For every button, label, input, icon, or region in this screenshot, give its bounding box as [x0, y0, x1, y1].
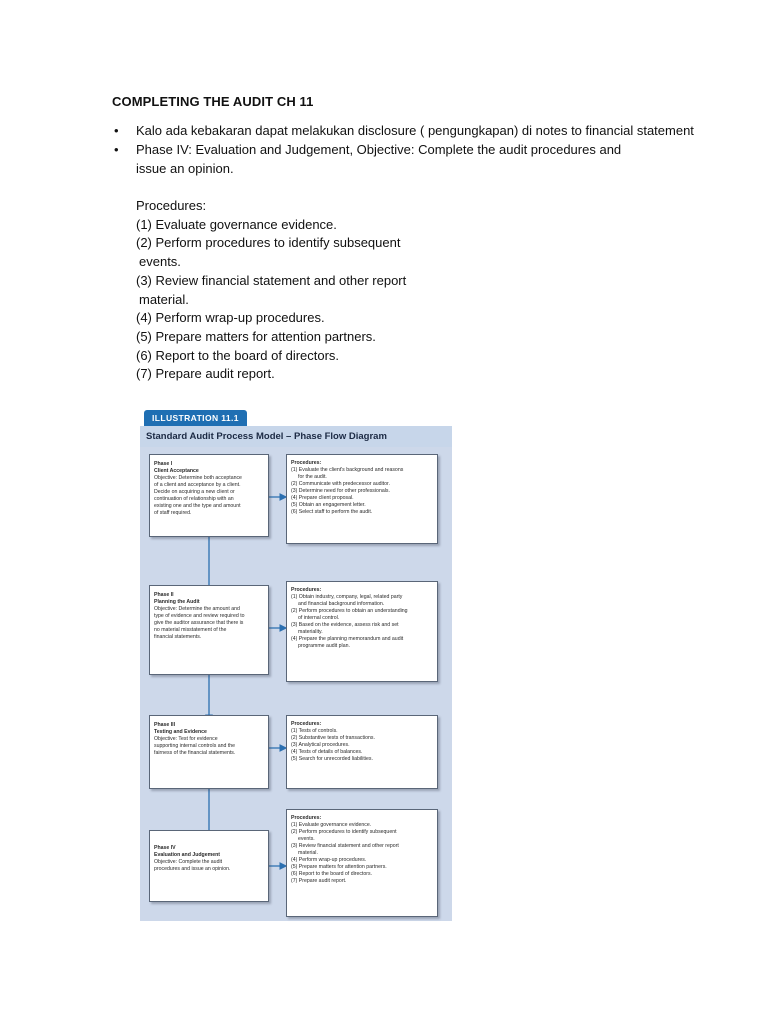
phase-objective-line: Objective: Complete the audit [154, 859, 223, 865]
procedure-line: material. [298, 850, 318, 856]
bullet-item [112, 140, 732, 178]
phase-objective-line: continuation of relationship with an [154, 496, 234, 502]
procedure-line: (6) Select staff to perform the audit. [291, 509, 373, 515]
phase-objective-line: Objective: Determine both acceptance [154, 475, 242, 481]
phase-objective-line: existing one and the type and amount [154, 503, 241, 509]
procedure-item: (4) Perform wrap-up procedures. [136, 310, 325, 326]
procedure-line: (5) Search for unrecorded liabilities. [291, 756, 373, 762]
phase-box [149, 715, 269, 789]
procedure-item: (1) Evaluate governance evidence. [136, 216, 337, 232]
phase-flow-diagram [140, 447, 452, 921]
phase-name: Planning the Audit [154, 599, 200, 605]
phase-objective-line: type of evidence and review required to [154, 613, 245, 619]
phase-objective-line: Objective: Test for evidence [154, 736, 218, 742]
procedure-line: (2) Communicate with predecessor auditor. [291, 481, 390, 487]
phase-objective-line: supporting internal controls and the [154, 743, 236, 749]
phase-objective-line: no material misstatement of the [154, 627, 227, 633]
procedure-line: (3) Based on the evidence, assess risk and set [291, 622, 399, 628]
procedures-box-heading: Procedures: [291, 587, 322, 593]
procedure-line: programme audit plan. [298, 643, 350, 649]
phase-objective-line: financial statements. [154, 634, 202, 640]
procedure-line: and financial background information. [298, 601, 385, 607]
procedure-line: for the audit. [298, 474, 327, 480]
phase-number: Phase IV [154, 845, 176, 851]
procedure-line: (4) Perform wrap-up procedures. [291, 857, 367, 863]
procedure-line: (3) Review financial statement and other report [291, 843, 399, 849]
phase-objective-line: fairness of the financial statements. [154, 750, 236, 756]
procedure-item: (7) Prepare audit report. [136, 366, 275, 382]
procedure-line: (1) Evaluate governance evidence. [291, 822, 372, 828]
procedures-box [286, 454, 438, 544]
bullet-text: Kalo ada kebakaran dapat melakukan disclosure ( pengungkapan) di notes to financial statement [136, 123, 694, 138]
procedure-line: events. [298, 836, 315, 842]
procedure-line: (2) Substantive tests of transactions. [291, 735, 375, 741]
phase-name: Evaluation and Judgement [154, 852, 221, 858]
procedures-box [286, 715, 438, 789]
procedure-line: of internal control. [298, 615, 340, 621]
phase-box [149, 454, 269, 537]
procedure-line: (3) Determine need for other professionals. [291, 488, 390, 494]
phase-objective-line: procedures and issue an opinion. [154, 866, 231, 872]
procedure-line: (2) Perform procedures to obtain an understanding [291, 608, 408, 614]
bullet-list [112, 121, 732, 178]
procedure-line: (5) Prepare matters for attention partners. [291, 864, 387, 870]
procedure-line: (4) Prepare client proposal. [291, 495, 354, 501]
bullet-dot: • [114, 123, 119, 138]
procedures-box-heading: Procedures: [291, 815, 322, 821]
procedure-line: (4) Tests of details of balances. [291, 749, 363, 755]
illustration-header: Standard Audit Process Model – Phase Flow Diagram [140, 426, 452, 447]
phase-objective-line: of a client and acceptance by a client. [154, 482, 241, 488]
phase-number: Phase I [154, 461, 173, 467]
procedures-box-heading: Procedures: [291, 721, 322, 727]
procedure-line: (4) Prepare the planning memorandum and audit [291, 636, 404, 642]
illustration-figure [140, 410, 452, 921]
procedures-heading: Procedures: [136, 198, 207, 213]
procedure-line: (6) Report to the board of directors. [291, 871, 373, 877]
bullet-text: Phase IV: Evaluation and Judgement, Objective: Complete the audit procedures and [136, 142, 622, 157]
procedure-item-continued: events. [139, 254, 181, 270]
phase-objective-line: Objective: Determine the amount and [154, 606, 240, 612]
procedures-box-heading: Procedures: [291, 460, 322, 466]
procedures-list [136, 197, 406, 384]
phase-name: Client Acceptance [154, 468, 199, 474]
phase-objective-line: of staff required. [154, 510, 192, 516]
procedure-line: (7) Prepare audit report. [291, 878, 347, 884]
phase-box [149, 830, 269, 902]
procedures-box [286, 581, 438, 682]
bullet-item [112, 121, 732, 140]
procedures-box [286, 809, 438, 917]
illustration-tag: ILLUSTRATION 11.1 [144, 410, 247, 426]
phase-objective-line: give the auditor assurance that there is [154, 620, 244, 626]
procedure-line: (1) Obtain industry, company, legal, related party [291, 594, 403, 600]
procedure-item: (3) Review financial statement and other report [136, 272, 407, 288]
procedure-line: materiality. [298, 629, 323, 635]
phase-objective-line: Decide on acquiring a new client or [154, 489, 235, 495]
procedure-item: (2) Perform procedures to identify subsequent [136, 235, 401, 251]
procedure-line: (5) Obtain an engagement letter. [291, 502, 366, 508]
phase-name: Testing and Evidence [154, 729, 207, 735]
page-title: COMPLETING THE AUDIT CH 11 [112, 94, 314, 109]
procedure-line: (2) Perform procedures to identify subsequent [291, 829, 397, 835]
procedure-line: (1) Evaluate the client's background and reasons [291, 467, 404, 473]
bullet-dot: • [114, 142, 119, 157]
procedure-item: (6) Report to the board of directors. [136, 347, 340, 363]
procedure-line: (1) Tests of controls. [291, 728, 338, 734]
procedure-item-continued: material. [139, 291, 189, 307]
phase-number: Phase II [154, 592, 174, 598]
procedure-item: (5) Prepare matters for attention partners. [136, 328, 376, 344]
phase-number: Phase III [154, 722, 176, 728]
bullet-text-continued: issue an opinion. [136, 161, 234, 176]
phase-box [149, 585, 269, 675]
procedure-line: (3) Analytical procedures. [291, 742, 350, 748]
